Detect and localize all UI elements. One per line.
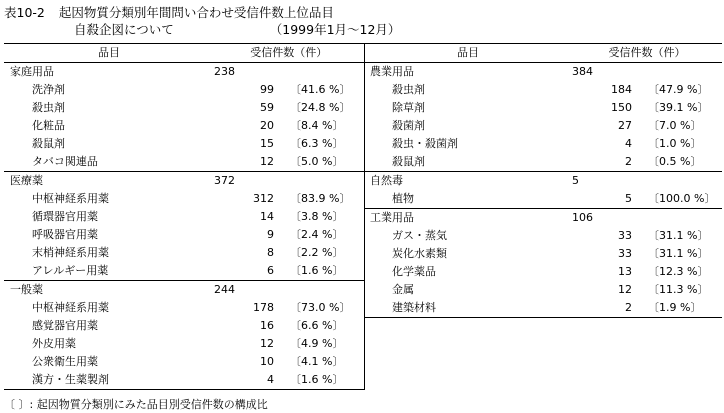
item-row: [364, 299, 722, 318]
item-count: 27: [618, 119, 632, 132]
item-name: 殺鼠剤: [392, 155, 425, 168]
item-row: [364, 190, 722, 209]
item-count: 33: [618, 247, 632, 260]
item-count: 312: [253, 192, 274, 205]
item-name: アレルギー用薬: [32, 264, 109, 277]
item-count: 4: [625, 137, 632, 150]
item-row: [364, 99, 722, 117]
item-name: 中枢神経系用薬: [32, 301, 109, 314]
item-name: 植物: [392, 192, 414, 205]
item-percent: 〔24.8 %〕: [290, 101, 351, 114]
item-name: 殺虫剤: [392, 83, 425, 96]
left-table-body: [4, 44, 364, 390]
item-percent: 〔31.1 %〕: [648, 247, 709, 260]
item-percent: 〔6.3 %〕: [290, 137, 344, 150]
category-total: 238: [214, 65, 235, 78]
title-period: （1999年1月～12月）: [269, 22, 401, 37]
item-percent: 〔8.4 %〕: [290, 119, 344, 132]
category-row: [4, 281, 364, 300]
item-row: [4, 244, 364, 262]
item-row: [4, 99, 364, 117]
header-count: 受信件数（件）: [572, 44, 722, 63]
item-name: 炭化水素類: [392, 247, 447, 260]
item-row: [364, 117, 722, 135]
table-number: 表10-2: [4, 5, 45, 20]
table-subtitle: [74, 20, 400, 38]
item-name: 末梢神経系用薬: [32, 246, 109, 259]
item-row: [4, 153, 364, 172]
item-percent: 〔39.1 %〕: [648, 101, 709, 114]
item-percent: 〔11.3 %〕: [648, 283, 709, 296]
item-count: 4: [214, 371, 276, 390]
item-row: [4, 117, 364, 135]
category-total: 384: [572, 65, 593, 78]
item-name: 化学薬品: [392, 265, 436, 278]
item-count: 59: [260, 101, 274, 114]
item-count: 33: [618, 229, 632, 242]
item-percent: 〔4.9 %〕: [290, 337, 344, 350]
item-count: 8: [267, 246, 274, 259]
item-name: 洗浄剤: [32, 83, 65, 96]
category-name: 工業用品: [364, 209, 572, 228]
item-percent: 〔1.6 %〕: [290, 264, 344, 277]
item-percent: 〔1.6 %〕: [276, 371, 364, 390]
right-table: [364, 43, 722, 318]
category-name: 一般薬: [4, 281, 214, 300]
item-name: 公衆衛生用薬: [32, 355, 98, 368]
title-line-1: 起因物質分類別年間問い合わせ受信件数上位品目: [58, 5, 334, 20]
item-name: 除草剤: [392, 101, 425, 114]
item-count: 13: [618, 265, 632, 278]
item-name: 殺菌剤: [392, 119, 425, 132]
item-percent: 〔73.0 %〕: [290, 301, 351, 314]
category-total: 244: [214, 281, 364, 300]
item-row: [4, 262, 364, 281]
item-percent: 〔41.6 %〕: [290, 83, 351, 96]
item-name: 殺虫剤: [32, 101, 65, 114]
item-row: [4, 226, 364, 244]
item-count: 10: [260, 355, 274, 368]
footnote: 〔 〕: 起因物質分類別にみた品目別受信件数の構成比: [4, 398, 268, 411]
item-count: 2: [572, 299, 634, 318]
item-count: 12: [618, 283, 632, 296]
item-row: [364, 227, 722, 245]
table-title: [4, 3, 334, 21]
item-percent: 〔12.3 %〕: [648, 265, 709, 278]
category-row: [364, 172, 722, 191]
item-row: [4, 353, 364, 371]
item-count: 99: [260, 83, 274, 96]
item-row: [4, 190, 364, 208]
item-row: [364, 245, 722, 263]
item-name: タバコ関連品: [32, 155, 98, 168]
item-count: 150: [611, 101, 632, 114]
item-name: ガス・蒸気: [392, 229, 447, 242]
item-count: 12: [260, 337, 274, 350]
item-row: [4, 81, 364, 99]
item-row: [4, 317, 364, 335]
item-name: 金属: [392, 283, 414, 296]
title-line-2: 自殺企図について: [74, 22, 174, 37]
item-count: 12: [260, 155, 274, 168]
item-percent: 〔47.9 %〕: [648, 83, 709, 96]
category-row: [364, 209, 722, 228]
item-percent: 〔31.1 %〕: [648, 229, 709, 242]
left-table: [4, 43, 365, 390]
item-percent: 〔3.8 %〕: [290, 210, 344, 223]
item-row: [364, 263, 722, 281]
item-count: 178: [253, 301, 274, 314]
item-row: [4, 135, 364, 153]
item-row: [4, 335, 364, 353]
item-count: 20: [260, 119, 274, 132]
item-name: 感覚器官用薬: [32, 319, 98, 332]
item-percent: 〔7.0 %〕: [648, 119, 702, 132]
category-total: 372: [214, 172, 364, 191]
item-percent: 〔1.0 %〕: [648, 137, 702, 150]
category-row: [4, 63, 364, 82]
item-percent: 〔100.0 %〕: [648, 192, 716, 205]
item-name: 循環器官用薬: [32, 210, 98, 223]
item-count: 6: [267, 264, 274, 277]
left-header-row: [4, 44, 364, 63]
item-count: 16: [260, 319, 274, 332]
item-name: 呼吸器官用薬: [32, 228, 98, 241]
item-percent: 〔6.6 %〕: [290, 319, 344, 332]
item-row: [4, 208, 364, 226]
item-count: 14: [260, 210, 274, 223]
item-name: 外皮用薬: [32, 337, 76, 350]
category-name: 医療薬: [4, 172, 214, 191]
item-percent: 〔4.1 %〕: [290, 355, 344, 368]
item-percent: 〔83.9 %〕: [290, 192, 351, 205]
category-row: [364, 63, 722, 82]
item-percent: 〔2.2 %〕: [290, 246, 344, 259]
right-header-row: [364, 44, 722, 63]
item-count: 184: [611, 83, 632, 96]
category-total: 5: [572, 172, 722, 191]
item-name: 漢方・生薬製剤: [4, 371, 214, 390]
item-name: 化粧品: [32, 119, 65, 132]
category-name: 家庭用品: [10, 65, 54, 78]
item-name: 建築材料: [364, 299, 572, 318]
item-percent: 〔1.9 %〕: [634, 299, 722, 318]
category-name: 自然毒: [364, 172, 572, 191]
item-row: [364, 81, 722, 99]
item-name: 殺虫・殺菌剤: [392, 137, 458, 150]
category-row: [4, 172, 364, 191]
header-item: 品目: [4, 44, 214, 63]
item-percent: 〔2.4 %〕: [290, 228, 344, 241]
item-count: 15: [260, 137, 274, 150]
item-row: [4, 371, 364, 390]
item-percent: 〔5.0 %〕: [290, 155, 344, 168]
item-count: 5: [625, 192, 632, 205]
header-item: 品目: [364, 44, 572, 63]
item-percent: 〔0.5 %〕: [648, 155, 702, 168]
header-count: 受信件数（件）: [214, 44, 364, 63]
right-table-body: [364, 44, 722, 318]
item-row: [364, 153, 722, 172]
category-total: 106: [572, 209, 722, 228]
item-row: [364, 135, 722, 153]
item-count: 2: [625, 155, 632, 168]
category-name: 農業用品: [370, 65, 414, 78]
item-row: [4, 299, 364, 317]
item-row: [364, 281, 722, 299]
item-count: 9: [267, 228, 274, 241]
item-name: 殺鼠剤: [32, 137, 65, 150]
item-name: 中枢神経系用薬: [32, 192, 109, 205]
